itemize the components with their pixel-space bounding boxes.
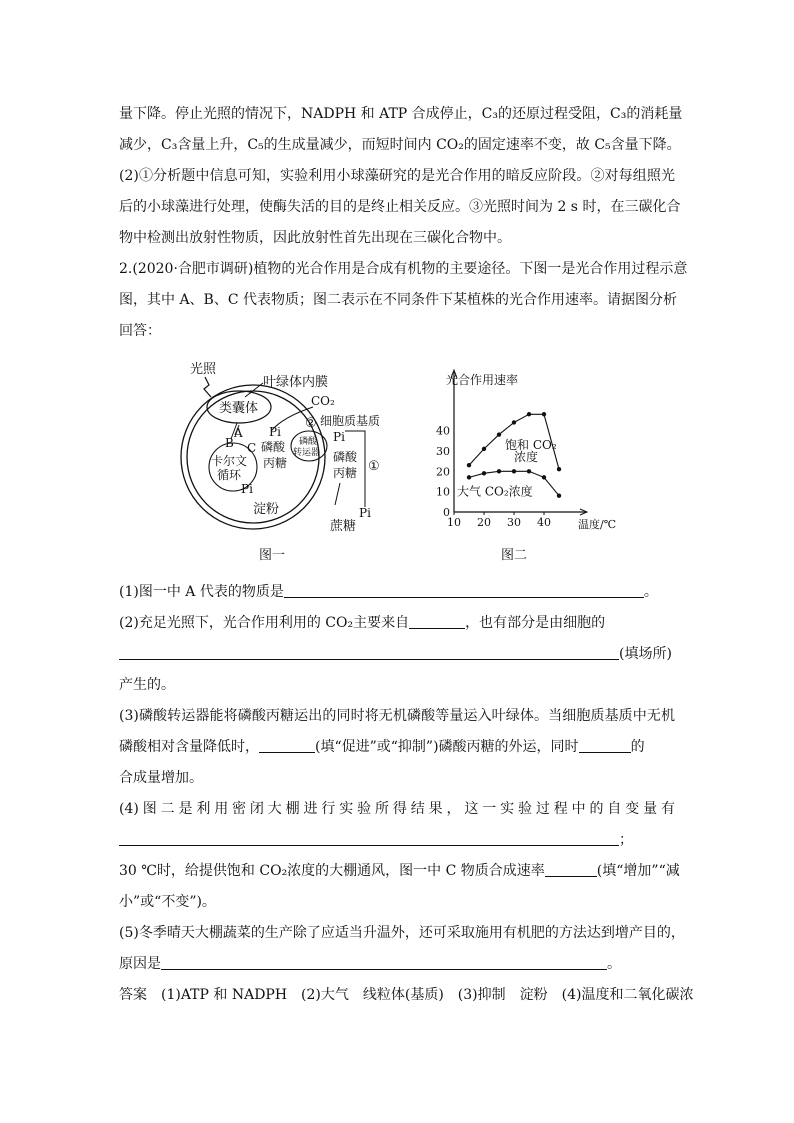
- fig1-pi-outer: Pi: [333, 430, 345, 444]
- q4-answer-blank-2[interactable]: [545, 862, 597, 877]
- series-2-point: [542, 475, 546, 479]
- q2-text-a: (2)充足光照下，光合作用利用的 CO₂主要来自: [119, 615, 410, 631]
- fig1-starch-label: 淀粉: [253, 502, 280, 517]
- fig1-B-label: B: [225, 436, 234, 450]
- fig1-sucrose-arrow: [335, 483, 340, 505]
- fig1-membrane-label: 叶绿体内膜: [263, 375, 329, 390]
- figure-1-diagram: [175, 355, 405, 540]
- fig1-thylakoid-label: 类囊体: [219, 401, 259, 416]
- q1-end: 。: [643, 584, 658, 600]
- fig1-pi-inner: Pi: [269, 425, 281, 439]
- series-2-point: [482, 471, 486, 475]
- fig1-light-arrow: [204, 377, 211, 397]
- q1-answer-blank[interactable]: [284, 583, 644, 598]
- q4-text-b: (填“增加”“减: [596, 863, 680, 879]
- prev-answer-line-2: 减少，C₃含量上升，C₅的生成量减少，而短时间内 CO₂的固定速率不变，故 C₅含量下降。: [119, 137, 681, 153]
- q1-text: (1)图一中 A 代表的物质是: [119, 584, 284, 600]
- series-1-point: [542, 412, 546, 416]
- y-tick-label: 30: [436, 444, 450, 458]
- x-tick-label: 10: [447, 516, 461, 529]
- y-tick-label: 10: [436, 485, 450, 499]
- series-2-point: [512, 469, 516, 473]
- q4-line-1: (4)图二是利用密闭大棚进行实验所得结果，这一实验过程中的自变量有: [119, 801, 675, 817]
- q3-text-c: 的: [630, 739, 645, 755]
- series-1-label-2: 浓度: [514, 450, 539, 465]
- q2-answer-blank-2[interactable]: [119, 645, 619, 660]
- fig1-circle-1: ①: [368, 459, 380, 474]
- fig1-calvin-label-1: 卡尔文: [211, 454, 248, 468]
- series-2-point: [467, 475, 471, 479]
- series-1-point: [482, 447, 486, 451]
- question-stem-line-1: 2.(2020·合肥市调研)植物的光合作用是合成有机物的主要途径。下图一是光合作用过程示意: [119, 261, 688, 277]
- fig1-triose-outer: 丙糖: [333, 466, 358, 480]
- fig1-sucrose-label: 蔗糖: [330, 519, 357, 534]
- fig1-triose-inner: 丙糖: [263, 456, 288, 470]
- fig1-phosphate-inner: 磷酸: [261, 440, 286, 454]
- x-axis-label: 温度/℃: [578, 518, 617, 531]
- y-tick-label: 20: [436, 465, 450, 479]
- q5-line-2: [119, 954, 675, 974]
- series-1-point: [512, 420, 516, 424]
- q4-text-a: 30 ℃时，给提供饱和 CO₂浓度的大棚通风，图一中 C 物质合成速率: [119, 863, 545, 879]
- prev-answer-line-4: 后的小球藻进行处理，使酶失活的目的是终止相关反应。③光照时间为 2 s 时，在三碳化合: [119, 199, 681, 215]
- series-2-point: [557, 494, 561, 498]
- answer-line: 答案 (1)ATP 和 NADPH (2)大气 线粒体(基质) (3)抑制 淀粉 (4)温度和二氧化碳浓: [119, 987, 694, 1003]
- q4-line-4: 小”或“不变”)。: [119, 894, 216, 910]
- q5-answer-blank[interactable]: [161, 955, 607, 970]
- series-1-label-1: 饱和 CO₂: [505, 437, 557, 452]
- q3-line-3: 合成量增加。: [119, 770, 203, 786]
- q3-answer-blank-1[interactable]: [259, 738, 315, 753]
- q5-end: 。: [607, 956, 621, 972]
- y-tick-label: 40: [436, 424, 450, 438]
- series-1-point: [527, 412, 531, 416]
- fig1-pi-bottom: Pi: [359, 506, 371, 520]
- question-stem-line-2: 图，其中 A、B、C 代表物质；图二表示在不同条件下某植株的光合作用速率。请据图分析: [119, 292, 678, 308]
- q3-line-1: (3)磷酸转运器能将磷酸丙糖运出的同时将无机磷酸等量运入叶绿体。当细胞质基质中无机: [119, 708, 675, 724]
- q2-line-2: [119, 644, 675, 664]
- q2-line-3: 产生的。: [119, 677, 175, 693]
- x-tick-label: 30: [507, 516, 521, 529]
- figure-1-caption: 图一: [259, 548, 286, 563]
- fig1-transporter-label-2: 转运器: [293, 448, 321, 458]
- series-1-point: [467, 463, 471, 467]
- prev-answer-line-5: 物中检测出放射性物质，因此放射性首先出现在三碳化合物中。: [119, 230, 511, 246]
- q2-answer-blank-1[interactable]: [409, 614, 465, 629]
- x-tick-label: 20: [477, 516, 491, 529]
- q2-text-b: ，也有部分是由细胞的: [465, 615, 606, 631]
- q4-answer-blank-1[interactable]: [119, 831, 619, 846]
- fig1-pi-starch: Pi: [241, 482, 253, 496]
- question-stem-line-3: 回答：: [119, 323, 161, 339]
- fig1-transporter-label-1: 磷酸: [299, 437, 318, 447]
- x-tick-label: 40: [537, 516, 551, 529]
- y-axis-label: 光合作用速率: [446, 373, 519, 387]
- y-tick-label: 0: [443, 506, 450, 519]
- fig1-phosphate-outer: 磷酸: [333, 450, 358, 464]
- series-2-point: [527, 469, 531, 473]
- series-2-point: [497, 469, 501, 473]
- q2-line-1: [119, 613, 675, 633]
- series-2-label: 大气 CO₂浓度: [457, 484, 533, 499]
- prev-answer-line-1: 量下降。停止光照的情况下，NADPH 和 ATP 合成停止，C₃的还原过程受阻，C₃的消耗量: [119, 106, 683, 122]
- q1-line: [119, 582, 675, 602]
- prev-answer-line-3: (2)①分析题中信息可知，实验利用小球藻研究的是光合作用的暗反应阶段。②对每组照光: [119, 168, 675, 184]
- figure-2-caption: 图二: [501, 548, 528, 563]
- q4-line-3: [119, 861, 680, 881]
- fig1-calvin-label-2: 循环: [217, 468, 242, 482]
- q3-line-2: [119, 737, 675, 757]
- fig1-cytosol-label: 细胞质基质: [320, 414, 381, 428]
- q5-text-a: 原因是: [119, 956, 161, 972]
- q2-text-c: (填场所): [619, 646, 672, 662]
- q3-text-a: 磷酸相对含量降低时，: [119, 739, 259, 755]
- q3-answer-blank-2[interactable]: [579, 738, 631, 753]
- fig1-A-label: A: [234, 426, 243, 440]
- fig1-light-label: 光照: [190, 362, 217, 377]
- q3-text-b: (填“促进”或“抑制”)磷酸丙糖的外运，同时: [315, 739, 579, 755]
- q4-line-2: [119, 830, 675, 850]
- series-1-point: [497, 432, 501, 436]
- q4-end: ；: [619, 832, 633, 848]
- fig1-co2-label: CO₂: [311, 394, 335, 408]
- series-1-point: [557, 467, 561, 471]
- fig1-C-label: C: [247, 441, 257, 455]
- figure-2-chart: [420, 362, 620, 538]
- q5-line-1: (5)冬季晴天大棚蔬菜的生产除了应适当升温外，还可采取施用有机肥的方法达到增产目的，: [119, 925, 685, 941]
- fig1-circle-2: ②: [305, 416, 317, 431]
